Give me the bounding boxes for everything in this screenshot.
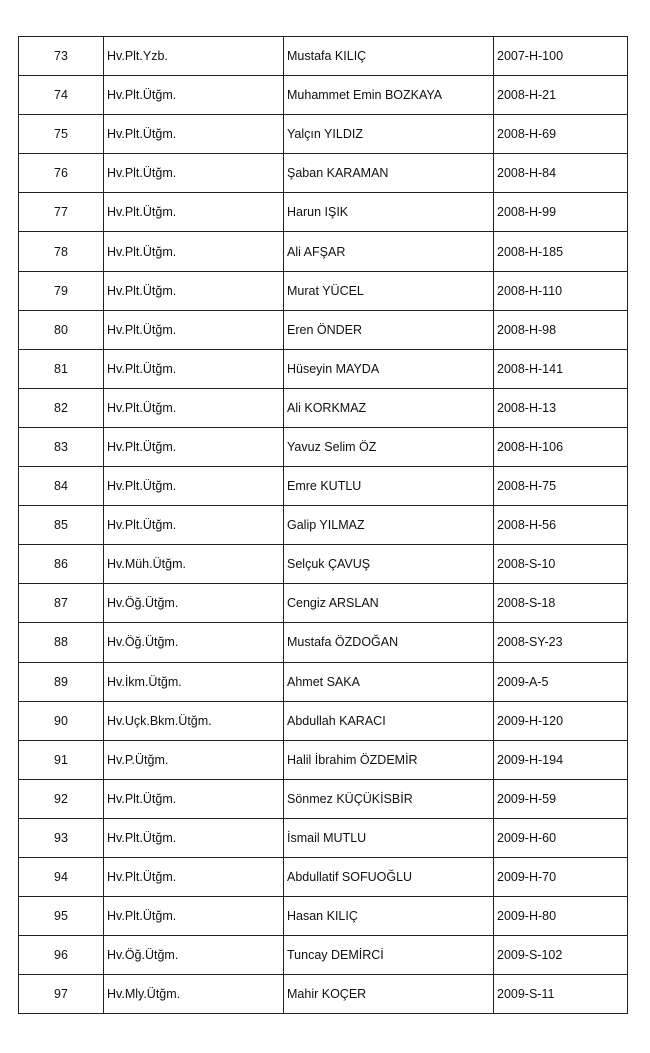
row-number: 77 — [19, 193, 104, 232]
name-cell: Halil İbrahim ÖZDEMİR — [284, 740, 494, 779]
rank-cell: Hv.Öğ.Ütğm. — [104, 936, 284, 975]
row-number: 92 — [19, 779, 104, 818]
name-cell: İsmail MUTLU — [284, 818, 494, 857]
table-row — [19, 779, 628, 818]
rank-cell: Hv.Plt.Ütğm. — [104, 271, 284, 310]
code-cell: 2008-H-13 — [494, 388, 628, 427]
rank-cell: Hv.Öğ.Ütğm. — [104, 623, 284, 662]
name-cell: Mustafa KILIÇ — [284, 37, 494, 76]
code-cell: 2008-H-141 — [494, 349, 628, 388]
row-number: 83 — [19, 427, 104, 466]
name-cell: Ali KORKMAZ — [284, 388, 494, 427]
table-row — [19, 740, 628, 779]
personnel-table-body — [19, 37, 628, 1014]
row-number: 89 — [19, 662, 104, 701]
name-cell: Selçuk ÇAVUŞ — [284, 545, 494, 584]
rank-cell: Hv.Öğ.Ütğm. — [104, 584, 284, 623]
name-cell: Ahmet SAKA — [284, 662, 494, 701]
table-row — [19, 662, 628, 701]
table-row — [19, 897, 628, 936]
name-cell: Hüseyin MAYDA — [284, 349, 494, 388]
table-row — [19, 388, 628, 427]
row-number: 96 — [19, 936, 104, 975]
table-row — [19, 623, 628, 662]
row-number: 73 — [19, 37, 104, 76]
rank-cell: Hv.Plt.Ütğm. — [104, 467, 284, 506]
name-cell: Cengiz ARSLAN — [284, 584, 494, 623]
table-row — [19, 349, 628, 388]
row-number: 80 — [19, 310, 104, 349]
code-cell: 2008-S-10 — [494, 545, 628, 584]
table-row — [19, 310, 628, 349]
code-cell: 2008-H-84 — [494, 154, 628, 193]
rank-cell: Hv.Plt.Ütğm. — [104, 154, 284, 193]
code-cell: 2008-H-69 — [494, 115, 628, 154]
rank-cell: Hv.Mly.Ütğm. — [104, 975, 284, 1014]
row-number: 78 — [19, 232, 104, 271]
table-row — [19, 506, 628, 545]
name-cell: Muhammet Emin BOZKAYA — [284, 76, 494, 115]
code-cell: 2008-H-99 — [494, 193, 628, 232]
row-number: 82 — [19, 388, 104, 427]
rank-cell: Hv.P.Ütğm. — [104, 740, 284, 779]
code-cell: 2008-SY-23 — [494, 623, 628, 662]
row-number: 94 — [19, 857, 104, 896]
table-row — [19, 857, 628, 896]
code-cell: 2008-H-185 — [494, 232, 628, 271]
code-cell: 2008-H-21 — [494, 76, 628, 115]
table-row — [19, 467, 628, 506]
code-cell: 2009-S-11 — [494, 975, 628, 1014]
row-number: 93 — [19, 818, 104, 857]
name-cell: Murat YÜCEL — [284, 271, 494, 310]
name-cell: Sönmez KÜÇÜKİSBİR — [284, 779, 494, 818]
table-row — [19, 936, 628, 975]
code-cell: 2007-H-100 — [494, 37, 628, 76]
name-cell: Harun IŞIK — [284, 193, 494, 232]
table-row — [19, 115, 628, 154]
name-cell: Şaban KARAMAN — [284, 154, 494, 193]
name-cell: Ali AFŞAR — [284, 232, 494, 271]
code-cell: 2009-H-194 — [494, 740, 628, 779]
table-row — [19, 584, 628, 623]
row-number: 88 — [19, 623, 104, 662]
row-number: 97 — [19, 975, 104, 1014]
name-cell: Yavuz Selim ÖZ — [284, 427, 494, 466]
code-cell: 2008-H-56 — [494, 506, 628, 545]
rank-cell: Hv.Plt.Ütğm. — [104, 76, 284, 115]
table-row — [19, 154, 628, 193]
rank-cell: Hv.Plt.Ütğm. — [104, 818, 284, 857]
table-row — [19, 545, 628, 584]
row-number: 79 — [19, 271, 104, 310]
code-cell: 2008-H-110 — [494, 271, 628, 310]
row-number: 84 — [19, 467, 104, 506]
rank-cell: Hv.Plt.Yzb. — [104, 37, 284, 76]
code-cell: 2008-S-18 — [494, 584, 628, 623]
row-number: 74 — [19, 76, 104, 115]
code-cell: 2009-H-70 — [494, 857, 628, 896]
name-cell: Hasan KILIÇ — [284, 897, 494, 936]
rank-cell: Hv.Plt.Ütğm. — [104, 193, 284, 232]
code-cell: 2009-H-80 — [494, 897, 628, 936]
code-cell: 2009-A-5 — [494, 662, 628, 701]
row-number: 85 — [19, 506, 104, 545]
table-row — [19, 818, 628, 857]
name-cell: Galip YILMAZ — [284, 506, 494, 545]
row-number: 75 — [19, 115, 104, 154]
table-row — [19, 37, 628, 76]
code-cell: 2009-S-102 — [494, 936, 628, 975]
rank-cell: Hv.Plt.Ütğm. — [104, 897, 284, 936]
rank-cell: Hv.Plt.Ütğm. — [104, 349, 284, 388]
table-row — [19, 76, 628, 115]
personnel-table — [18, 36, 628, 1014]
name-cell: Abdullah KARACI — [284, 701, 494, 740]
rank-cell: Hv.Plt.Ütğm. — [104, 506, 284, 545]
rank-cell: Hv.Plt.Ütğm. — [104, 232, 284, 271]
table-row — [19, 193, 628, 232]
rank-cell: Hv.İkm.Ütğm. — [104, 662, 284, 701]
name-cell: Abdullatif SOFUOĞLU — [284, 857, 494, 896]
row-number: 95 — [19, 897, 104, 936]
rank-cell: Hv.Plt.Ütğm. — [104, 857, 284, 896]
name-cell: Emre KUTLU — [284, 467, 494, 506]
code-cell: 2009-H-120 — [494, 701, 628, 740]
rank-cell: Hv.Uçk.Bkm.Ütğm. — [104, 701, 284, 740]
rank-cell: Hv.Plt.Ütğm. — [104, 115, 284, 154]
name-cell: Eren ÖNDER — [284, 310, 494, 349]
code-cell: 2009-H-60 — [494, 818, 628, 857]
rank-cell: Hv.Plt.Ütğm. — [104, 427, 284, 466]
name-cell: Tuncay DEMİRCİ — [284, 936, 494, 975]
table-row — [19, 232, 628, 271]
code-cell: 2009-H-59 — [494, 779, 628, 818]
name-cell: Mahir KOÇER — [284, 975, 494, 1014]
rank-cell: Hv.Plt.Ütğm. — [104, 388, 284, 427]
table-row — [19, 701, 628, 740]
rank-cell: Hv.Plt.Ütğm. — [104, 779, 284, 818]
row-number: 90 — [19, 701, 104, 740]
row-number: 86 — [19, 545, 104, 584]
row-number: 91 — [19, 740, 104, 779]
name-cell: Yalçın YILDIZ — [284, 115, 494, 154]
name-cell: Mustafa ÖZDOĞAN — [284, 623, 494, 662]
code-cell: 2008-H-106 — [494, 427, 628, 466]
row-number: 81 — [19, 349, 104, 388]
code-cell: 2008-H-98 — [494, 310, 628, 349]
row-number: 87 — [19, 584, 104, 623]
table-row — [19, 427, 628, 466]
row-number: 76 — [19, 154, 104, 193]
rank-cell: Hv.Müh.Ütğm. — [104, 545, 284, 584]
code-cell: 2008-H-75 — [494, 467, 628, 506]
table-row — [19, 271, 628, 310]
rank-cell: Hv.Plt.Ütğm. — [104, 310, 284, 349]
table-row — [19, 975, 628, 1014]
